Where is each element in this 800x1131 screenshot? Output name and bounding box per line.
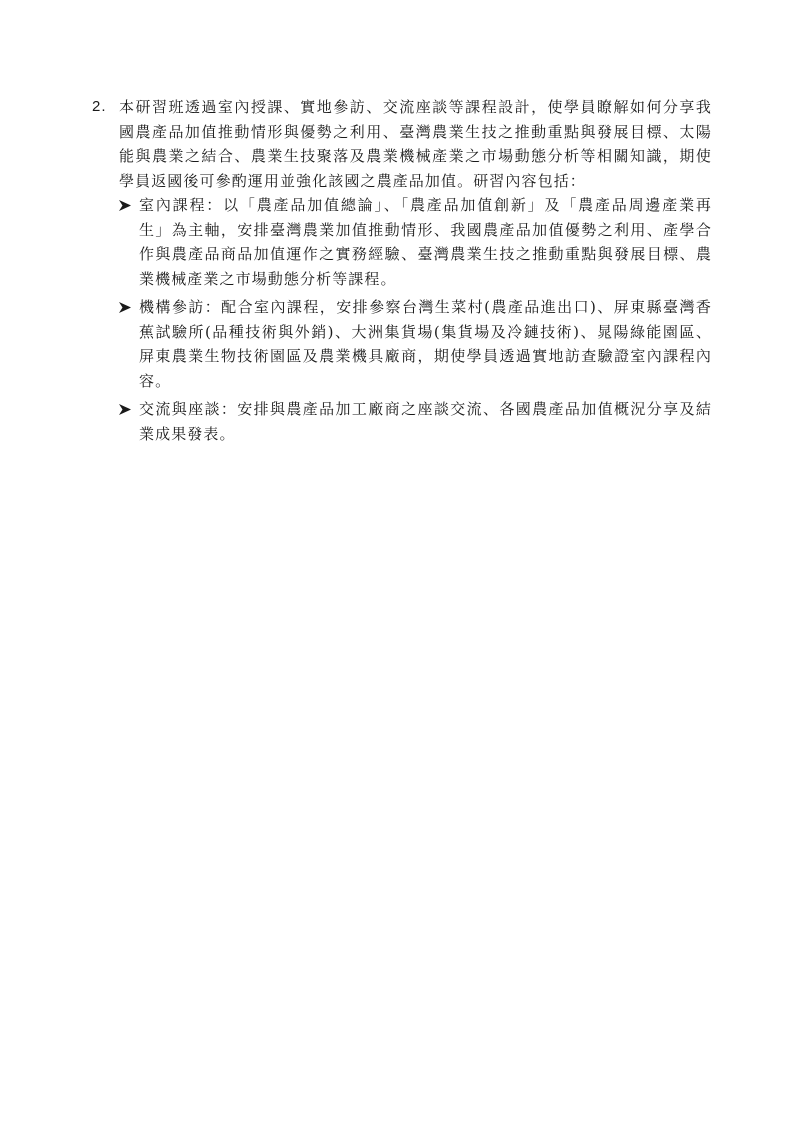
bullet-item-indoor-courses: [119, 193, 712, 291]
bullet-list: [119, 193, 712, 446]
bullet-text: 交流與座談：安排與農產品加工廠商之座談交流、各國農產品加值概況分享及結業成果發表。: [139, 400, 712, 443]
item-paragraph: 本研習班透過室內授課、實地參訪、交流座談等課程設計，使學員瞭解如何分享我國農產品加值推動情形與優勢之利用、臺灣農業生技之推動重點與發展目標、太陽能與農業之結合、農業生技聚落及農業機械產業之市場動態分析等相關知識，期使學員返國後可參酌運用並強化該國之農產品加值。研習內容包括：: [119, 98, 712, 190]
bullet-text: 室內課程：以「農產品加值總論」、「農產品加值創新」及「農產品周邊產業再生」為主軸，安排臺灣農業加值推動情形、我國農產品加值優勢之利用、產學合作與農產品商品加值運作之實務經驗、臺灣農業生技之推動重點與發展目標、農業機械產業之市場動態分析等課程。: [139, 196, 712, 288]
bullet-item-exchange-forums: [119, 397, 712, 446]
arrowhead-bullet-icon: [119, 404, 131, 415]
bullet-text: 機構參訪：配合室內課程，安排參察台灣生菜村(農產品進出口)、屏東縣臺灣香蕉試驗所(品種技術與外銷)、大洲集貨場(集貨場及冷鏈技術)、晁陽綠能園區、屏東農業生物技術園區及農業機具廠商，期使學員透過實地訪查驗證室內課程內容。: [139, 298, 712, 390]
arrowhead-bullet-icon: [119, 302, 131, 313]
bullet-item-site-visits: [119, 295, 712, 393]
numbered-item: [92, 95, 712, 450]
item-number: 2.: [92, 98, 107, 115]
arrowhead-bullet-icon: [119, 200, 131, 211]
